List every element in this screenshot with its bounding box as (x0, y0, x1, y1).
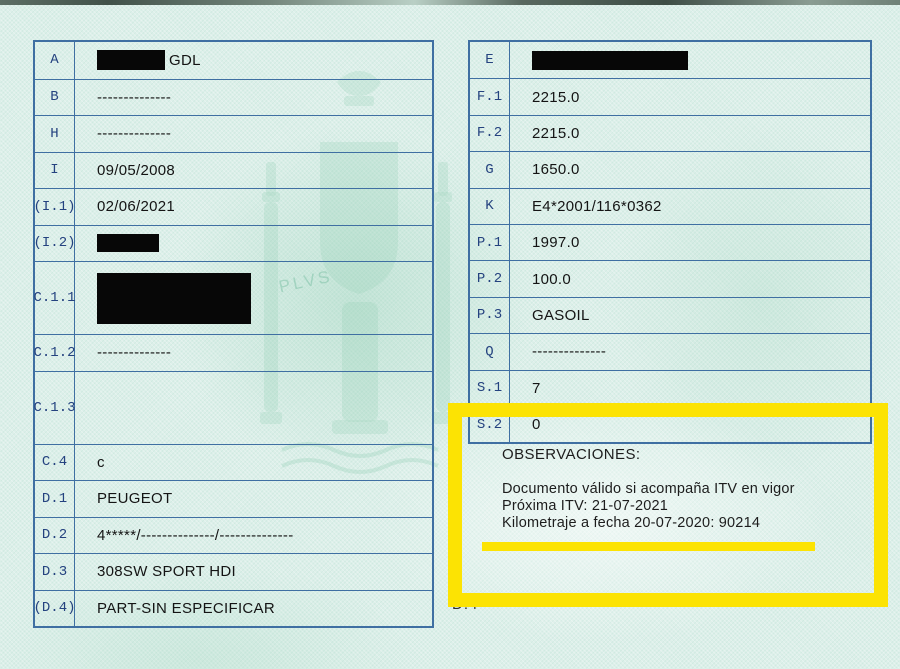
field-value (75, 481, 432, 517)
observations-heading: OBSERVACIONES: (502, 446, 641, 463)
field-label: S.1 (470, 371, 510, 406)
field-value-text: 1997.0 (532, 234, 580, 252)
field-value-text: 2215.0 (532, 88, 580, 106)
field-value (75, 80, 432, 116)
field-label: P.1 (470, 225, 510, 260)
table-row (35, 225, 432, 262)
field-value-text: -------------- (97, 88, 172, 106)
table-row (470, 297, 870, 333)
field-value (75, 226, 432, 262)
vehicle-registration-table-right (468, 40, 872, 444)
table-row (470, 151, 870, 187)
table-row (470, 333, 870, 369)
highlight-rectangle (448, 403, 888, 607)
table-row (35, 334, 432, 371)
field-value (75, 554, 432, 590)
field-value (75, 189, 432, 225)
field-label: F.1 (470, 79, 510, 114)
field-value-text: 308SW SPORT HDI (97, 563, 236, 581)
field-value-text: 2215.0 (532, 124, 580, 142)
field-value-text: 02/06/2021 (97, 198, 176, 216)
observation-line-mileage: Kilometraje a fecha 20-07-2020: 90214 (502, 514, 761, 531)
field-value (75, 153, 432, 189)
table-row (35, 553, 432, 590)
field-value (510, 79, 870, 114)
field-value-text: -------------- (97, 125, 172, 143)
table-row (35, 444, 432, 481)
field-label: D.1 (35, 481, 75, 517)
field-value (510, 189, 870, 224)
field-label: B (35, 80, 75, 116)
field-value (510, 334, 870, 369)
field-label: K (470, 189, 510, 224)
field-label: F.2 (470, 116, 510, 151)
field-label: S.2 (470, 407, 510, 442)
table-row (35, 79, 432, 116)
field-value-text: 0 (532, 416, 541, 434)
field-label: H (35, 116, 75, 152)
field-value (75, 42, 432, 79)
redaction-box (97, 50, 165, 70)
field-label: (D.4) (35, 591, 75, 627)
table-row (470, 224, 870, 260)
table-row (35, 480, 432, 517)
redaction-box (97, 273, 251, 324)
field-label: E (470, 42, 510, 78)
field-value-text: GASOIL (532, 306, 590, 324)
field-value (75, 372, 432, 444)
redaction-box (532, 51, 688, 70)
table-row (35, 188, 432, 225)
field-label: D.3 (35, 554, 75, 590)
field-label: Q (470, 334, 510, 369)
field-label: C.1.3 (35, 372, 75, 444)
table-row (470, 78, 870, 114)
field-value (75, 335, 432, 371)
table-row (35, 115, 432, 152)
redaction-box (97, 234, 159, 252)
table-row (470, 115, 870, 151)
field-value (75, 591, 432, 627)
field-value (510, 42, 870, 78)
field-value-text: PEUGEOT (97, 490, 173, 508)
partial-field-label: D.4 (452, 596, 479, 613)
table-row (470, 260, 870, 296)
field-value (510, 371, 870, 406)
observation-line-next-itv: Próxima ITV: 21-07-2021 (502, 497, 669, 514)
scan-top-edge (0, 0, 900, 5)
field-value (510, 116, 870, 151)
field-label: (I.1) (35, 189, 75, 225)
field-value (75, 518, 432, 554)
field-value (75, 445, 432, 481)
field-value-text: GDL (169, 51, 201, 69)
field-label: I (35, 153, 75, 189)
field-label: A (35, 42, 75, 79)
field-value-text: 1650.0 (532, 161, 580, 179)
table-row (35, 152, 432, 189)
field-value (75, 262, 432, 334)
field-label: P.2 (470, 261, 510, 296)
table-row (470, 370, 870, 406)
field-value-text: 7 (532, 379, 541, 397)
table-row (35, 261, 432, 334)
field-value-text: c (97, 453, 105, 471)
field-value-text: 4*****/--------------/-------------- (97, 526, 294, 544)
field-label: P.3 (470, 298, 510, 333)
field-label: C.4 (35, 445, 75, 481)
field-label: D.2 (35, 518, 75, 554)
table-row (470, 42, 870, 78)
field-value (510, 298, 870, 333)
field-value-text: 100.0 (532, 270, 572, 288)
field-value (75, 116, 432, 152)
table-row (35, 517, 432, 554)
table-row (35, 42, 432, 79)
field-value-text: -------------- (97, 344, 172, 362)
field-value-text: E4*2001/116*0362 (532, 197, 662, 215)
field-value (510, 152, 870, 187)
table-row (35, 371, 432, 444)
vehicle-registration-table-left (33, 40, 434, 628)
field-value-text: PART-SIN ESPECIFICAR (97, 599, 275, 617)
field-label: (I.2) (35, 226, 75, 262)
field-label: C.1.1 (35, 262, 75, 334)
table-row (470, 188, 870, 224)
observation-line-validity: Documento válido si acompaña ITV en vigor (502, 481, 795, 497)
field-value-text: 09/05/2008 (97, 161, 176, 179)
field-label: C.1.2 (35, 335, 75, 371)
field-value (510, 225, 870, 260)
table-row (35, 590, 432, 627)
field-label: G (470, 152, 510, 187)
field-value-text: -------------- (532, 343, 607, 361)
field-value (510, 261, 870, 296)
watermark-motto-text: PLVS (277, 266, 335, 297)
